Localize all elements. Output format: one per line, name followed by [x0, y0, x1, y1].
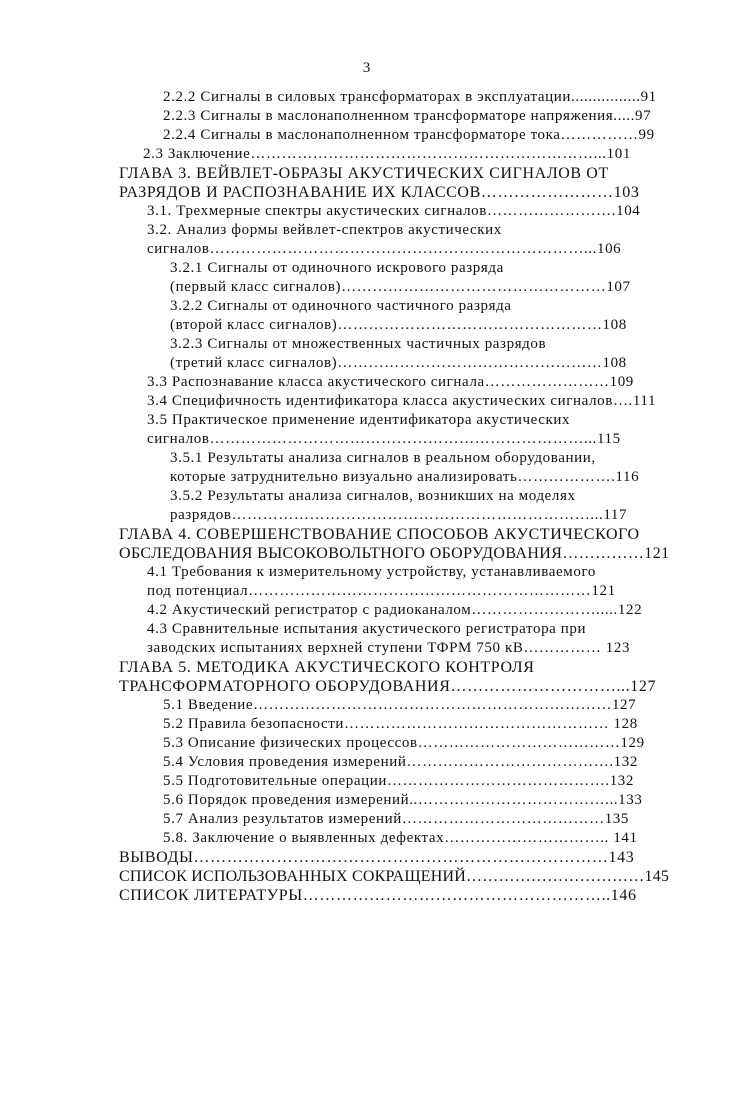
toc-entry-line: 3.5.2 Результаты анализа сигналов, возникших на моделях	[170, 488, 576, 504]
toc-entry-line: 4.2 Акустический регистратор с радиоканалом…………………….....122	[147, 602, 643, 618]
toc-entry-line: под потенциал…………………………………………………………121	[147, 583, 616, 599]
toc-entry-line: 3.5.1 Результаты анализа сигналов в реальном оборудовании,	[170, 450, 596, 466]
toc-entry-line: 3.2.2 Сигналы от одиночного частичного разряда	[170, 298, 512, 314]
toc-chapter-line: ВЫВОДЫ…………………………………………………………………143	[119, 849, 635, 866]
toc-entry-line: 4.3 Сравнительные испытания акустического регистратора при	[147, 621, 587, 637]
toc-entry-line: 4.1 Требования к измерительному устройству, устанавливаемого	[147, 564, 596, 580]
toc-entry-line: (второй класс сигналов)……………………………………………108	[170, 317, 627, 333]
toc-chapter-line: СПИСОК ЛИТЕРАТУРЫ………………………………………………..146	[119, 887, 637, 904]
toc-entry-line: 3.5 Практическое применение идентификатора акустических	[147, 412, 571, 428]
toc-entry-line: сигналов………………………………………………………………...115	[147, 431, 621, 447]
toc-entry-line: 3.2.3 Сигналы от множественных частичных разрядов	[170, 336, 547, 352]
toc-chapter-line: СПИСОК ИСПОЛЬЗОВАННЫХ СОКРАЩЕНИЙ……………………………145	[119, 868, 670, 885]
toc-entry-line: 5.3 Описание физических процессов…………………………………129	[163, 735, 645, 751]
toc-entry-line: 2.2.2 Сигналы в силовых трансформаторах в эксплуатации................91	[163, 89, 657, 105]
toc-entry-line: 5.4 Условия проведения измерений………………………………….132	[163, 754, 638, 770]
toc-entry-line: сигналов………………………………………………………………...106	[147, 241, 622, 257]
toc-entry-line: (третий класс сигналов)……………………………………………108	[170, 355, 627, 371]
toc-entry-line: разрядов……………………………………………………………...117	[170, 507, 628, 523]
toc-entry-line: 3.2.1 Сигналы от одиночного искрового разряда	[170, 260, 504, 276]
toc-entry-line: (первый класс сигналов)……………………………………………107	[170, 279, 631, 295]
toc-entry-line: 3.3 Распознавание класса акустического сигнала……………………109	[147, 374, 634, 390]
toc-chapter-line: ГЛАВА 5. МЕТОДИКА АКУСТИЧЕСКОГО КОНТРОЛЯ	[119, 659, 535, 676]
toc-chapter-line: ГЛАВА 3. ВЕЙВЛЕТ-ОБРАЗЫ АКУСТИЧЕСКИХ СИГНАЛОВ ОТ	[119, 165, 609, 182]
toc-entry-line: 5.5 Подготовительные операции…………………………………….132	[163, 773, 635, 789]
toc-chapter-line: ОБСЛЕДОВАНИЯ ВЫСОКОВОЛЬТНОГО ОБОРУДОВАНИЯ……………121	[119, 545, 670, 562]
toc-entry-line: 5.7 Анализ результатов измерений…………………………………135	[163, 811, 630, 827]
toc-entry-line: 5.6 Порядок проведения измерений..………………………………...133	[163, 792, 643, 808]
toc-entry-line: 2.2.3 Сигналы в маслонаполненном трансформаторе напряжения.....97	[163, 108, 652, 124]
toc-entry-line: 5.2 Правила безопасности…………………………………………… 128	[163, 716, 638, 732]
toc-entry-line: 3.2. Анализ формы вейвлет-спектров акустических	[147, 222, 502, 238]
toc-entry-line: заводских испытаниях верхней ступени ТФРМ 750 кВ…………… 123	[147, 640, 631, 656]
toc-entry-line: 5.8. Заключение о выявленных дефектах………………………….. 141	[163, 830, 638, 846]
toc-chapter-line: ГЛАВА 4. СОВЕРШЕНСТВОВАНИЕ СПОСОБОВ АКУСТИЧЕСКОГО	[119, 526, 640, 543]
toc-entry-line: 2.3 Заключение…………………………………………………………...101	[143, 146, 631, 162]
toc-entry-line: 2.2.4 Сигналы в маслонаполненном трансформаторе тока……………99	[163, 127, 655, 143]
toc-entry-line: 3.1. Трехмерные спектры акустических сигналов…………………….104	[147, 203, 641, 219]
toc-entry-line: 3.4 Специфичность идентификатора класса акустических сигналов….111	[147, 393, 657, 409]
toc-entry-line: 5.1 Введение……………………………………………………………127	[163, 697, 637, 713]
page-number: 3	[362, 60, 371, 76]
toc-entry-line: которые затруднительно визуально анализировать……………….116	[170, 469, 640, 485]
toc-chapter-line: РАЗРЯДОВ И РАСПОЗНАВАНИЕ ИХ КЛАССОВ……………………103	[119, 184, 640, 201]
toc-chapter-line: ТРАНСФОРМАТОРНОГО ОБОРУДОВАНИЯ…………………………...127	[119, 678, 657, 695]
